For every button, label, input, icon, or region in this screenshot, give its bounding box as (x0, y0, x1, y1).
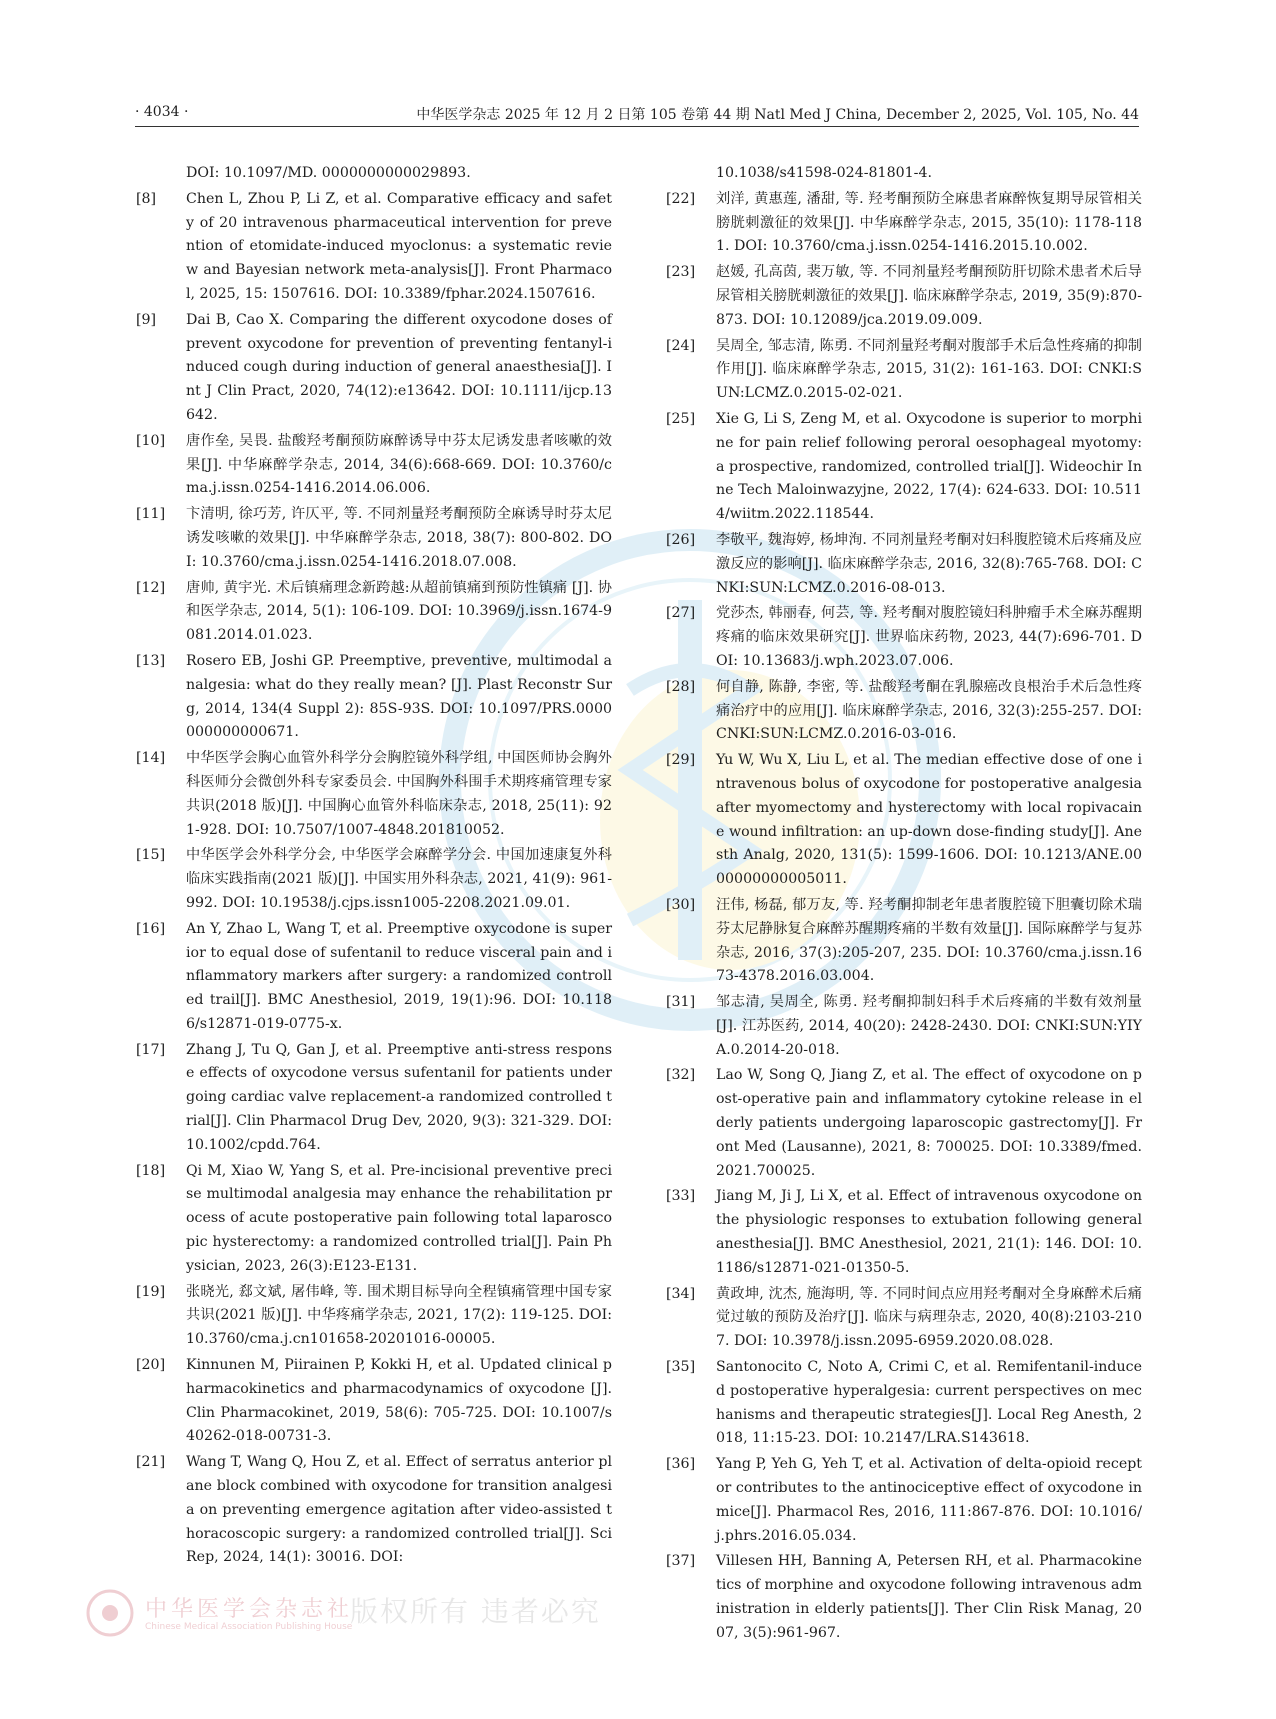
reference-text: 卞清明, 徐巧芳, 许仄平, 等. 不同剂量羟考酮预防全麻诱导时芬太尼诱发咳嗽的效果[J]. 中华麻醉学杂志, 2018, 38(7): 800-802. DOI: 10.3760/cma.j.issn.0254-1416.2018.07.008. (186, 506, 612, 570)
reference-item (666, 991, 1142, 1062)
reference-item (136, 1039, 612, 1158)
reference-text: Xie G, Li S, Zeng M, et al. Oxycodone is superior to morphine for pain relief following peroral oesophageal myotomy: a prospective, randomized, controlled trial[J]. Wideochir Inne Tech Maloinwazyjne, 2022, 17(4): 624-633. DOI: 10.5114/wiitm.2022.118544. (716, 410, 1142, 523)
reference-item (666, 749, 1142, 892)
reference-item (666, 676, 1142, 747)
page-header (135, 104, 1139, 127)
publisher-name: 中华医学会杂志社 (145, 1597, 354, 1622)
reference-item (136, 650, 612, 745)
reference-text: Kinnunen M, Piirainen P, Kokki H, et al. Updated clinical pharmacokinetics and pharmacodynamics of oxycodone [J]. Clin Pharmacokinet, 2019, 58(6): 705-725. DOI: 10.1007/s40262-018-00731-3. (186, 1357, 612, 1445)
reference-number: [10] (136, 432, 166, 449)
reference-number: [34] (666, 1285, 696, 1302)
reference-number: [25] (666, 410, 696, 427)
reference-item (666, 188, 1142, 259)
reference-text: 中华医学会胸心血管外科学分会胸腔镜外科学组, 中国医师协会胸外科医师分会微创外科专家委员会. 中国胸外科围手术期疼痛管理专家共识(2018 版)[J]. 中国胸心血管外科临床杂志, 2018, 25(11): 921-928. DOI: 10.7507/1007-4848.201810052. (186, 750, 612, 838)
reference-text: 吴周全, 邹志清, 陈勇. 不同剂量羟考酮对腹部手术后急性疼痛的抑制作用[J]. 临床麻醉学杂志, 2015, 31(2): 161-163. DOI: CNKI:SUN:LCMZ.0.2015-02-021. (716, 337, 1142, 402)
reference-number: [15] (136, 847, 166, 864)
reference-text: Jiang M, Ji J, Li X, et al. Effect of intravenous oxycodone on the physiologic responses to extubation following general anesthesia[J]. BMC Anesthesiol, 2021, 21(1): 146. DOI: 10.1186/s12871-021-01350-5. (716, 1188, 1142, 1276)
reference-text: 黄政坤, 沈杰, 施海明, 等. 不同时间点应用羟考酮对全身麻醉术后痛觉过敏的预防及治疗[J]. 临床与病理杂志, 2020, 40(8):2103-2107. DOI: 10.3978/j.issn.2095-6959.2020.08.028. (716, 1285, 1142, 1350)
reference-text: Chen L, Zhou P, Li Z, et al. Comparative efficacy and safety of 20 intravenous pharmaceutical intervention for prevention of etomidate-induced myoclonus: a systematic review and Bayesian network meta-analysis[J]. Front Pharmacol, 2025, 15: 1507616. DOI: 10.3389/fphar.2024.1507616. (186, 190, 612, 302)
reference-number: [21] (136, 1454, 166, 1471)
reference-item (666, 1550, 1142, 1645)
reference-number: [36] (666, 1456, 696, 1473)
reference-item (666, 894, 1142, 989)
reference-text: 刘洋, 黄惠莲, 潘甜, 等. 羟考酮预防全麻患者麻醉恢复期导尿管相关膀胱刺激征的效果[J]. 中华麻醉学杂志, 2015, 35(10): 1178-1181. DOI: 10.3760/cma.j.issn.0254-1416.2015.10.002. (716, 190, 1142, 255)
reference-number: [26] (666, 531, 696, 548)
reference-item (666, 602, 1142, 673)
reference-number: [18] (136, 1162, 166, 1179)
reference-number: [17] (136, 1041, 166, 1058)
reference-number: [16] (136, 920, 166, 937)
reference-text: 李敬平, 魏海婷, 杨坤洵. 不同剂量羟考酮对妇科腹腔镜术后疼痛及应激反应的影响[J]. 临床麻醉学杂志, 2016, 32(8):765-768. DOI: CNKI:SUN:LCMZ.0.2016-08-013. (716, 531, 1142, 596)
reference-item (666, 1064, 1142, 1183)
reference-text: 唐帅, 黄宇光. 术后镇痛理念新跨越:从超前镇痛到预防性镇痛 [J]. 协和医学杂志, 2014, 5(1): 106-109. DOI: 10.3969/j.issn.1674-9081.2014.01.023. (186, 579, 612, 644)
reference-item (136, 1160, 612, 1279)
reference-number: [23] (666, 264, 696, 281)
reference-column-left (136, 162, 612, 1572)
reference-text: 中华医学会外科学分会, 中华医学会麻醉学分会. 中国加速康复外科临床实践指南(2021 版)[J]. 中国实用外科杂志, 2021, 41(9): 961-992. DOI: 10.19538/j.cjps.issn1005-2208.2021.09.01. (186, 847, 612, 911)
reference-text: 汪伟, 杨磊, 郁万友, 等. 羟考酮抑制老年患者腹腔镜下胆囊切除术瑞芬太尼静脉复合麻醉苏醒期疼痛的半数有效量[J]. 国际麻醉学与复苏杂志, 2016, 37(3):205-207, 235. DOI: 10.3760/cma.j.issn.1673-4378.2016.03.004. (716, 896, 1142, 985)
reference-number: [9] (136, 311, 157, 328)
reference-number: [20] (136, 1357, 166, 1374)
reference-item (136, 309, 612, 428)
reference-item (136, 430, 612, 501)
reference-number: [35] (666, 1359, 696, 1376)
reference-item (136, 1354, 612, 1449)
reference-text: Dai B, Cao X. Comparing the different oxycodone doses of prevent oxycodone for prevention of preventing fentanyl-induced cough during induction of general anaesthesia[J]. Int J Clin Pract, 2020, 74(12):e13642. DOI: 10.1111/ijcp.13642. (186, 311, 612, 423)
reference-item (666, 261, 1142, 332)
reference-text: 唐作垒, 吴畏. 盐酸羟考酮预防麻醉诱导中芬太尼诱发患者咳嗽的效果[J]. 中华麻醉学杂志, 2014, 34(6):668-669. DOI: 10.3760/cma.j.issn.0254-1416.2014.06.006. (186, 432, 612, 497)
reference-text: Rosero EB, Joshi GP. Preemptive, preventive, multimodal analgesia: what do they really mean? [J]. Plast Reconstr Surg, 2014, 134(4 Suppl 2): 85S-93S. DOI: 10.1097/PRS.0000000000000671. (186, 652, 612, 741)
flower-logo-icon (85, 1588, 135, 1638)
reference-number: [32] (666, 1067, 696, 1084)
reference-item (666, 335, 1142, 406)
reference-item (136, 1281, 612, 1352)
reference-text: Yu W, Wu X, Liu L, et al. The median effective dose of one intravenous bolus of oxycodone for postoperative analgesia after myomectomy and hysterectomy with local ropivacaine wound infiltration: an up-down dose-finding study[J]. Anesth Analg, 2020, 131(5): 1599-1606. DOI: 10.1213/ANE.0000000000005011. (716, 752, 1142, 888)
reference-text: Villesen HH, Banning A, Petersen RH, et al. Pharmacokinetics of morphine and oxycodone following intravenous administration in elderly patients[J]. Ther Clin Risk Manag, 2007, 3(5):961-967. (716, 1553, 1142, 1641)
reference-item (136, 188, 612, 307)
reference-item (666, 408, 1142, 527)
reference-item (666, 1283, 1142, 1354)
reference-item (666, 162, 1142, 186)
reference-text: 党莎杰, 韩丽春, 何芸, 等. 羟考酮对腹腔镜妇科肿瘤手术全麻苏醒期疼痛的临床效果研究[J]. 世界临床药物, 2023, 44(7):696-701. DOI: 10.13683/j.wph.2023.07.006. (716, 605, 1142, 669)
reference-item (136, 503, 612, 574)
reference-text: Lao W, Song Q, Jiang Z, et al. The effect of oxycodone on post-operative pain and inflammatory cytokine release in elderly patients undergoing laparoscopic gastrectomy[J]. Front Med (Lausanne), 2021, 8: 700025. DOI: 10.3389/fmed.2021.700025. (716, 1067, 1142, 1179)
reference-text: 赵媛, 孔高茵, 裴万敏, 等. 不同剂量羟考酮预防肝切除术患者术后导尿管相关膀胱刺激征的效果[J]. 临床麻醉学杂志, 2019, 35(9):870-873. DOI: 10.12089/jca.2019.09.009. (716, 264, 1142, 328)
reference-number: [24] (666, 337, 696, 354)
reference-number: [29] (666, 752, 696, 769)
reference-number: [27] (666, 605, 696, 622)
reference-item (666, 1356, 1142, 1451)
reference-item (136, 844, 612, 915)
reference-text: 张晓光, 郄文斌, 屠伟峰, 等. 围术期目标导向全程镇痛管理中国专家共识(2021 版)[J]. 中华疼痛学杂志, 2021, 17(2): 119-125. DOI: 10.3760/cma.j.cn101658-20201016-00005. (186, 1283, 612, 1348)
reference-text: Santonocito C, Noto A, Crimi C, et al. Remifentanil-induced postoperative hyperalgesia: current perspectives on mechanisms and therapeutic strategies[J]. Local Reg Anesth, 2018, 11:15-23. DOI: 10.2147/LRA.S143618. (716, 1359, 1142, 1447)
reference-item (666, 529, 1142, 600)
reference-text: 邹志清, 吴周全, 陈勇. 羟考酮抑制妇科手术后疼痛的半数有效剂量[J]. 江苏医药, 2014, 40(20): 2428-2430. DOI: CNKI:SUN:YIYA.0.2014-20-018. (716, 994, 1142, 1058)
reference-text: Yang P, Yeh G, Yeh T, et al. Activation of delta-opioid receptor contributes to the antinociceptive effect of oxycodone in mice[J]. Pharmacol Res, 2016, 111:867-876. DOI: 10.1016/j.phrs.2016.05.034. (716, 1456, 1142, 1544)
reference-number: [30] (666, 896, 696, 913)
copyright-notice: 版权所有 违者必究 (350, 1595, 601, 1628)
journal-info: 中华医学杂志 2025 年 12 月 2 日第 105 卷第 44 期 Natl Med J China, December 2, 2025, Vol. 105, No. 44 (416, 107, 1139, 123)
publisher-watermark (85, 1588, 605, 1642)
reference-number: [22] (666, 190, 696, 207)
reference-item (666, 1453, 1142, 1548)
reference-column-right (666, 162, 1142, 1648)
reference-number: [31] (666, 994, 696, 1011)
reference-text: Zhang J, Tu Q, Gan J, et al. Preemptive anti-stress response effects of oxycodone versus sufentanil for patients undergoing cardiac valve replacement-a randomized controlled trial[J]. Clin Pharmacol Drug Dev, 2020, 9(3): 321-329. DOI: 10.1002/cpdd.764. (186, 1041, 612, 1153)
reference-number: [13] (136, 652, 166, 669)
reference-number: [11] (136, 506, 166, 523)
reference-number: [12] (136, 579, 166, 596)
reference-number: [28] (666, 678, 696, 695)
page-number: · 4034 · (135, 104, 189, 120)
reference-number: [8] (136, 190, 157, 207)
reference-item (136, 577, 612, 648)
reference-item (666, 1185, 1142, 1280)
reference-text: 10.1038/s41598-024-81801-4. (716, 165, 932, 181)
reference-text: 何自静, 陈静, 李密, 等. 盐酸羟考酮在乳腺癌改良根治手术后急性疼痛治疗中的应用[J]. 临床麻醉学杂志, 2016, 32(3):255-257. DOI: CNKI:SUN:LCMZ.0.2016-03-016. (716, 678, 1142, 743)
reference-text: Qi M, Xiao W, Yang S, et al. Pre-incisional preventive precise multimodal analgesia may enhance the rehabilitation process of acute postoperative pain following total laparoscopic hysterectomy: a randomized controlled trial[J]. Pain Physician, 2023, 26(3):E123-E131. (186, 1162, 612, 1274)
reference-text: An Y, Zhao L, Wang T, et al. Preemptive oxycodone is superior to equal dose of sufentanil to reduce visceral pain and inflammatory markers after surgery: a randomized controlled trail[J]. BMC Anesthesiol, 2019, 19(1):96. DOI: 10.1186/s12871-019-0775-x. (186, 920, 612, 1032)
reference-text: Wang T, Wang Q, Hou Z, et al. Effect of serratus anterior plane block combined with oxycodone for transition analgesia on preventing emergence agitation after video-assisted thoracoscopic surgery: a randomized controlled trial[J]. Sci Rep, 2024, 14(1): 30016. DOI: (186, 1454, 612, 1566)
reference-number: [14] (136, 750, 166, 767)
reference-item (136, 918, 612, 1037)
reference-item (136, 1451, 612, 1570)
reference-text: DOI: 10.1097/MD. 0000000000029893. (186, 165, 471, 181)
reference-number: [33] (666, 1188, 696, 1205)
reference-item (136, 162, 612, 186)
reference-item (136, 747, 612, 842)
publisher-name-en: Chinese Medical Association Publishing House (145, 1622, 353, 1632)
reference-number: [37] (666, 1553, 696, 1570)
reference-number: [19] (136, 1283, 166, 1300)
